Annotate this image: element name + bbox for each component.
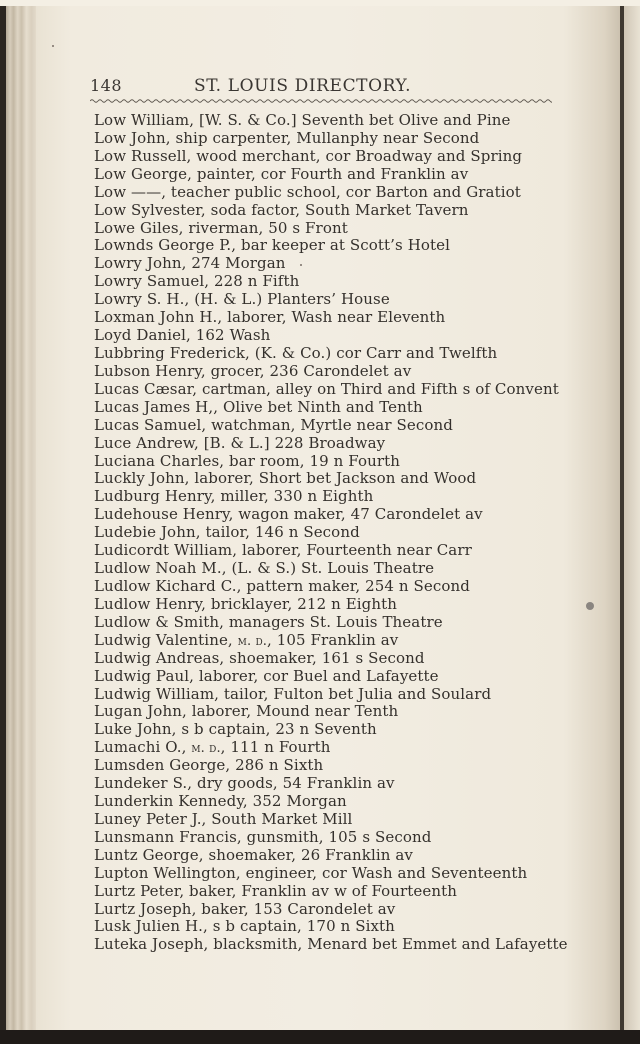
ink-speck	[52, 45, 54, 47]
directory-entries	[94, 112, 574, 954]
directory-entry: Luke John, s b captain, 23 n Seventh	[94, 720, 377, 739]
directory-entry: Lowe Giles, riverman, 50 s Front	[94, 218, 348, 237]
directory-entry: Lurtz Joseph, baker, 153 Carondelet av	[94, 899, 396, 918]
directory-entry: Lugan John, laborer, Mound near Tenth	[94, 702, 399, 721]
directory-entry: Ludlow Henry, bricklayer, 212 n Eighth	[94, 594, 398, 613]
directory-entry: Lubson Henry, grocer, 236 Carondelet av	[94, 361, 412, 380]
running-title: ST. LOUIS DIRECTORY.	[194, 76, 412, 96]
ink-speck	[300, 264, 302, 266]
directory-entry: Ludwig Paul, laborer, cor Buel and Lafayette	[94, 666, 439, 685]
directory-entry: Ludehouse Henry, wagon maker, 47 Carondelet av	[94, 505, 483, 524]
directory-entry: Lucas Samuel, watchman, Myrtle near Second	[94, 415, 453, 434]
degree-abbreviation: m. d.	[237, 633, 267, 649]
directory-entry: Luteka Joseph, blacksmith, Menard bet Emmet and Lafayette	[94, 935, 568, 954]
directory-entry: Lundeker S., dry goods, 54 Franklin av	[94, 774, 395, 793]
directory-entry: Lumsden George, 286 n Sixth	[94, 756, 324, 775]
directory-entry: Luckly John, laborer, Short bet Jackson and Wood	[94, 469, 477, 488]
page-number: 148	[90, 76, 123, 95]
directory-entry: Ludwig Valentine, m. d., 105 Franklin av	[94, 630, 399, 649]
directory-entry: Lubbring Frederick, (K. & Co.) cor Carr and Twelfth	[94, 343, 498, 362]
directory-entry: Lowry Samuel, 228 n Fifth	[94, 272, 300, 291]
directory-entry: Ludicordt William, laborer, Fourteenth near Carr	[94, 541, 472, 560]
directory-entry: Low ——, teacher public school, cor Barton and Gratiot	[94, 182, 521, 201]
directory-entry: Lunsmann Francis, gunsmith, 105 s Second	[94, 827, 432, 846]
directory-entry: Low Russell, wood merchant, cor Broadway and Spring	[94, 146, 523, 165]
directory-entry: Low George, painter, cor Fourth and Franklin av	[94, 164, 469, 183]
directory-entry: Loyd Daniel, 162 Wash	[94, 326, 271, 345]
degree-abbreviation: m. d.	[191, 741, 221, 757]
directory-entry: Luntz George, shoemaker, 26 Franklin av	[94, 845, 413, 864]
directory-entry: Luce Andrew, [B. & L.] 228 Broadway	[94, 433, 386, 452]
directory-entry: Loxman John H., laborer, Wash near Eleventh	[94, 308, 446, 327]
directory-entry: Ludwig William, tailor, Fulton bet Julia and Soulard	[94, 684, 492, 703]
scan-bottom-border	[0, 1030, 640, 1044]
directory-entry: Lurtz Peter, baker, Franklin av w of Fourteenth	[94, 881, 458, 900]
directory-entry: Low Sylvester, soda factor, South Market Tavern	[94, 200, 469, 219]
directory-entry: Ludlow & Smith, managers St. Louis Theatre	[94, 612, 443, 631]
directory-entry: Ludebie John, tailor, 146 n Second	[94, 523, 360, 542]
directory-entry: Luney Peter J., South Market Mill	[94, 809, 353, 828]
directory-entry: Lunderkin Kennedy, 352 Morgan	[94, 792, 347, 811]
directory-entry: Luciana Charles, bar room, 19 n Fourth	[94, 451, 400, 470]
facing-page-edge	[624, 6, 640, 1032]
directory-entry: Ludburg Henry, miller, 330 n Eighth	[94, 487, 374, 506]
stacked-page-edges	[6, 6, 40, 1030]
page-header	[90, 76, 550, 98]
directory-entry: Lownds George P., bar keeper at Scott’s Hotel	[94, 236, 451, 255]
directory-entry: Lucas James H,, Olive bet Ninth and Tenth	[94, 397, 423, 416]
directory-entry: Lupton Wellington, engineer, cor Wash and Seventeenth	[94, 863, 528, 882]
directory-entry: Lusk Julien H., s b captain, 170 n Sixth	[94, 917, 395, 936]
directory-entry: Ludlow Noah M., (L. & S.) St. Louis Theatre	[94, 559, 435, 578]
directory-entry: Low William, [W. S. & Co.] Seventh bet Olive and Pine	[94, 111, 511, 129]
directory-entry: Lowry S. H., (H. & L.) Planters’ House	[94, 290, 390, 309]
directory-entry: Lumachi O., m. d., 111 n Fourth	[94, 738, 331, 757]
directory-entry: Low John, ship carpenter, Mullanphy near Second	[94, 128, 480, 147]
directory-entry: Ludlow Kichard C., pattern maker, 254 n Second	[94, 576, 470, 595]
wavy-header-rule	[90, 97, 552, 105]
directory-entry: Ludwig Andreas, shoemaker, 161 s Second	[94, 648, 425, 667]
ink-speck	[586, 602, 594, 610]
directory-entry: Lucas Cæsar, cartman, alley on Third and Fifth s of Convent	[94, 379, 559, 398]
directory-entry: Lowry John, 274 Morgan	[94, 254, 286, 273]
